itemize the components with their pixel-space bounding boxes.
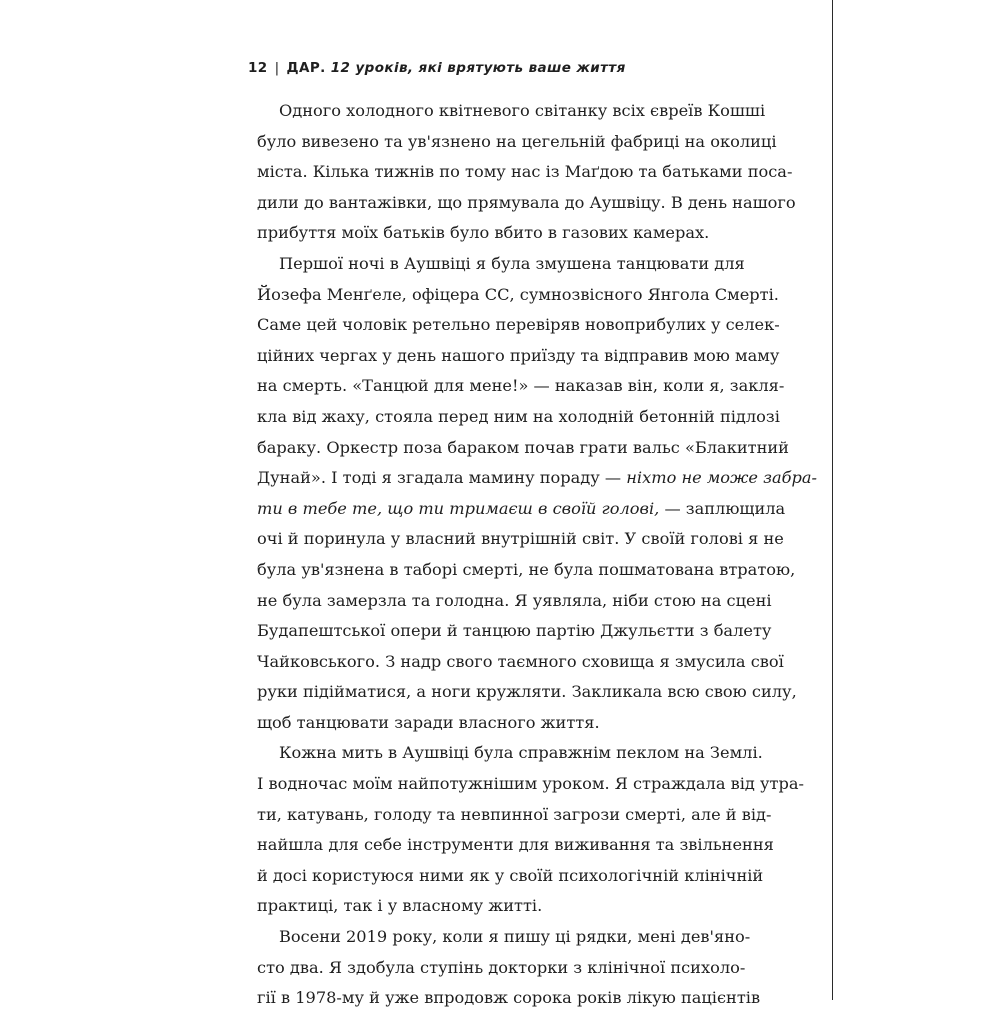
paragraph-4 (257, 922, 761, 1014)
text-line: сто два. Я здобула ступінь докторки з клінічної психоло- (257, 957, 746, 977)
text-line: Восени 2019 року, коли я пишу ці рядки, мені дев'яно- (279, 927, 751, 947)
text-line: на смерть. «Танцюй для мене!» — наказав він, коли я, закля- (257, 376, 785, 396)
text-line: не була замерзла та голодна. Я уявляла, ніби стою на сцені (257, 590, 772, 610)
text-line: руки підійматися, а ноги кружляти. Закликала всю свою силу, (257, 682, 797, 702)
text-segment: — заплющила (659, 498, 786, 518)
text-line: ти, катувань, голоду та невпинної загрози смерті, але й від- (257, 804, 772, 824)
body-text (257, 96, 817, 1014)
text-line: Кожна мить в Аушвіці була справжнім пеклом на Землі. (279, 743, 763, 763)
text-line: дили до вантажівки, що прямувала до Аушвіцу. В день нашого (257, 192, 796, 212)
text-line: було вивезено та ув'язнено на цегельній фабриці на околиці (257, 131, 777, 151)
paragraph-2 (257, 249, 817, 739)
text-line: кла від жаху, стояла перед ним на холодній бетонній підлозі (257, 406, 780, 426)
text-line: Чайковського. З надр свого таємного сховища я змусила свої (257, 651, 784, 671)
book-page (168, 0, 833, 1008)
text-line: практиці, так і у власному житті. (257, 896, 543, 916)
text-line: найшла для себе інструменти для виживання та звільнення (257, 835, 774, 855)
text-line: гії в 1978-му й уже впродовж сорока років лікую пацієнтів (257, 988, 761, 1008)
text-line: І водночас моїм найпотужнішим уроком. Я страждала від утра- (257, 774, 804, 794)
italic-quote: ніхто не може забра- (626, 468, 817, 488)
paragraph-1 (257, 96, 796, 249)
italic-quote: ти в тебе те, що ти тримаєш в своїй голові, (257, 498, 660, 518)
header-separator: | (274, 60, 280, 76)
text-line-mixed (257, 463, 817, 494)
text-line: Одного холодного квітневого світанку всіх євреїв Кошші (279, 101, 766, 120)
page-number: 12 (248, 60, 268, 76)
text-segment: Дунай». І тоді я згадала мамину пораду — (257, 468, 627, 488)
text-line: ційних чергах у день нашого приїзду та відправив мою маму (257, 345, 780, 365)
text-line: прибуття моїх батьків було вбито в газових камерах. (257, 223, 710, 243)
text-line: щоб танцювати заради власного життя. (257, 712, 600, 732)
text-line-mixed (257, 494, 786, 525)
text-line: й досі користуюся ними як у своїй психологічній клінічній (257, 865, 764, 885)
book-title: ДАР. (286, 60, 326, 76)
text-line: бараку. Оркестр поза бараком почав грати вальс «Блакитний (257, 437, 789, 457)
paragraph-3 (257, 738, 804, 922)
text-line: Саме цей чоловік ретельно перевіряв новоприбулих у селек- (257, 315, 780, 335)
text-line: міста. Кілька тижнів по тому нас із Маґдою та батьками поса- (257, 162, 793, 182)
book-subtitle: 12 уроків, які врятують ваше життя (330, 60, 626, 76)
running-header (248, 60, 768, 76)
text-line: Йозефа Менґеле, офіцера СС, сумнозвісного Янгола Смерті. (257, 284, 779, 304)
text-line: очі й поринула у власний внутрішній світ. У своїй голові я не (257, 529, 784, 549)
text-line: була ув'язнена в таборі смерті, не була пошматована втратою, (257, 559, 796, 579)
text-line: Будапештської опери й танцюю партію Джульєтти з балету (257, 621, 772, 641)
text-line: Першої ночі в Аушвіці я була змушена танцювати для (279, 253, 745, 273)
